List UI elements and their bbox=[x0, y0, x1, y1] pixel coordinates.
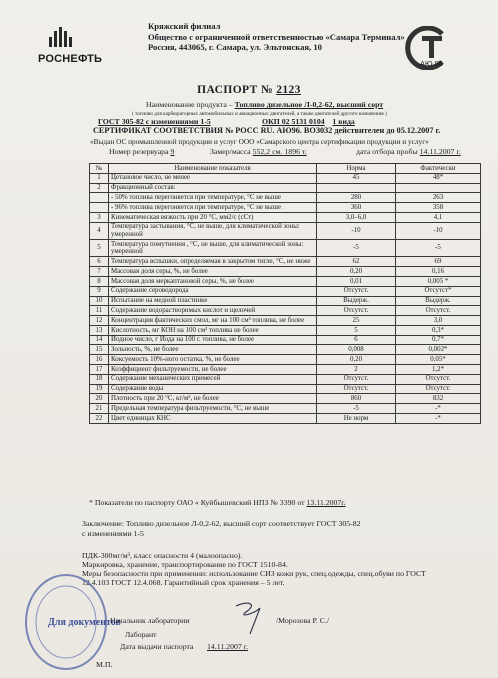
page-title bbox=[0, 84, 498, 96]
chief-signature-icon bbox=[228, 598, 270, 638]
cell-number: 9 bbox=[90, 286, 109, 296]
cell-number: 18 bbox=[90, 374, 109, 384]
passport-number: 2123 bbox=[276, 84, 301, 96]
cell-number: 3 bbox=[90, 212, 109, 222]
cell-parameter: Йодное число, г Иода на 100 г. топлива, не более bbox=[109, 335, 317, 345]
conclusion-line-2: с изменениями 1-5 bbox=[82, 529, 144, 538]
cell-norm: Отсутст. bbox=[317, 384, 396, 394]
cell-norm: 62 bbox=[317, 257, 396, 267]
cell-number: 2 bbox=[90, 183, 109, 193]
table-row bbox=[90, 316, 481, 326]
cell-actual: 0,002* bbox=[396, 345, 481, 355]
logo-text: РОСНЕФТЬ bbox=[38, 53, 103, 65]
cell-parameter: Массовая доля меркаптановой серы, %, не более bbox=[109, 277, 317, 287]
cell-number: 16 bbox=[90, 355, 109, 365]
table-row bbox=[90, 404, 481, 414]
product-name-line bbox=[146, 100, 383, 109]
cell-number: 13 bbox=[90, 325, 109, 335]
table-row bbox=[90, 345, 481, 355]
safety-line-1: Меры безопасности при применении: использование СИЗ кожи рук, спец.одежды, спец.обуви по ГОСТ bbox=[82, 569, 426, 578]
cell-norm: 280 bbox=[317, 193, 396, 203]
sample-date-line bbox=[356, 147, 461, 156]
cell-norm bbox=[317, 183, 396, 193]
cell-actual: 48* bbox=[396, 173, 481, 183]
cell-norm: 25 bbox=[317, 316, 396, 326]
table-row bbox=[90, 413, 481, 423]
okp-label: ОКП 02 5131 0104 bbox=[262, 117, 325, 126]
company-line: Общество с ограниченной ответственностью «Самара Терминал» bbox=[148, 31, 405, 42]
cell-actual: Отсутст. bbox=[396, 374, 481, 384]
parameters-table bbox=[89, 163, 481, 424]
volume-value: 552,2 см. 1896 т. bbox=[252, 147, 307, 156]
cell-parameter: Содержание механических примесей bbox=[109, 374, 317, 384]
cell-norm: 0,01 bbox=[317, 277, 396, 287]
cell-number bbox=[90, 203, 109, 213]
cell-actual: Отсутст* bbox=[396, 286, 481, 296]
volume-label: Замер/масса bbox=[210, 147, 251, 156]
cell-norm: 5 bbox=[317, 325, 396, 335]
table-row bbox=[90, 212, 481, 222]
cell-number: 8 bbox=[90, 277, 109, 287]
table-body bbox=[90, 173, 481, 423]
cell-actual: 358 bbox=[396, 203, 481, 213]
issue-date-label: Дата выдачи паспорта bbox=[120, 642, 194, 651]
cell-norm: -10 bbox=[317, 222, 396, 239]
cell-parameter: Содержание воды bbox=[109, 384, 317, 394]
cell-number: 7 bbox=[90, 267, 109, 277]
table-row bbox=[90, 374, 481, 384]
cell-parameter: Массовая доля серы, %, не более bbox=[109, 267, 317, 277]
cell-parameter: Зольность, %, не более bbox=[109, 345, 317, 355]
cell-actual: 0,05* bbox=[396, 355, 481, 365]
cell-parameter: Цетановое число, не менее bbox=[109, 173, 317, 183]
tank-label: Номер резервуара bbox=[109, 147, 169, 156]
company-line: Россия, 443065, г. Самара, ул. Эльтонская, 10 bbox=[148, 42, 322, 53]
product-name-value: Топливо дизельное Л-0,2-62, высший сорт bbox=[234, 100, 384, 109]
table-row bbox=[90, 277, 481, 287]
cell-norm: 0,20 bbox=[317, 355, 396, 365]
cell-actual: 0,7* bbox=[396, 335, 481, 345]
certificate-line: СЕРТИФИКАТ СООТВЕТСТВИЯ № РОСС RU. АЮ96. ВОЗ032 действителен до 05.12.2007 г. bbox=[93, 126, 441, 135]
table-row bbox=[90, 306, 481, 316]
table-row bbox=[90, 183, 481, 193]
tank-line bbox=[109, 147, 174, 156]
table-row bbox=[90, 173, 481, 183]
cell-norm: -5 bbox=[317, 240, 396, 257]
cell-number: 4 bbox=[90, 222, 109, 239]
passport-note bbox=[89, 498, 346, 507]
cell-parameter: - 50% топлива перегоняется при температуре, °С не выше bbox=[109, 193, 317, 203]
cell-norm: 860 bbox=[317, 394, 396, 404]
cell-norm: 0,20 bbox=[317, 267, 396, 277]
cell-number: 15 bbox=[90, 345, 109, 355]
table-row bbox=[90, 257, 481, 267]
title-label: ПАСПОРТ № bbox=[197, 84, 273, 96]
cell-parameter: Фракционный состав: bbox=[109, 183, 317, 193]
cell-actual: 0,005 * bbox=[396, 277, 481, 287]
issue-date-value: 14.11.2007 г. bbox=[207, 642, 249, 651]
cell-actual: 4,1 bbox=[396, 212, 481, 222]
chief-name: /Морозова Р. С./ bbox=[276, 616, 330, 625]
cell-number: 1 bbox=[90, 173, 109, 183]
cell-number: 11 bbox=[90, 306, 109, 316]
table-row bbox=[90, 394, 481, 404]
cell-actual: -10 bbox=[396, 222, 481, 239]
certification-code: АЮ 96 bbox=[420, 59, 444, 68]
cell-actual: 0,16 bbox=[396, 267, 481, 277]
chief-label: Начальник лаборатории bbox=[110, 616, 190, 625]
column-header-norm: Норма bbox=[317, 164, 396, 174]
company-line: Кряжский филиал bbox=[148, 21, 221, 31]
lab-label: Лаборант bbox=[125, 630, 157, 639]
cell-parameter: Испытание на медной пластинке bbox=[109, 296, 317, 306]
cell-number bbox=[90, 193, 109, 203]
okp-line bbox=[262, 117, 355, 126]
cell-norm: 360 bbox=[317, 203, 396, 213]
table-row bbox=[90, 286, 481, 296]
product-note: ( топливо для карбюраторных автомобильных и авиационных двигателей, а также двигателей другого назначения ) bbox=[132, 111, 387, 117]
rosneft-logo bbox=[38, 25, 108, 71]
table-row bbox=[90, 222, 481, 239]
cell-actual: 263 bbox=[396, 193, 481, 203]
table-row bbox=[90, 267, 481, 277]
cell-norm: Не норм bbox=[317, 413, 396, 423]
sample-date-label: дата отбора пробы bbox=[356, 147, 418, 156]
cell-number: 20 bbox=[90, 394, 109, 404]
safety-line-2: 12.4.103 ГОСТ 12.4.068. Гарантийный срок хранения – 5 лет. bbox=[82, 578, 285, 587]
cell-actual: Выдерж. bbox=[396, 296, 481, 306]
cell-number: 5 bbox=[90, 240, 109, 257]
cell-parameter: Содержание водорастворимых кислот и щелочей bbox=[109, 306, 317, 316]
table-header-row bbox=[90, 164, 481, 174]
gost-line bbox=[98, 117, 211, 126]
table-row bbox=[90, 296, 481, 306]
cell-parameter: Коэффициент фильтруемости, не более bbox=[109, 365, 317, 375]
table-row bbox=[90, 335, 481, 345]
cell-actual: 1,2* bbox=[396, 365, 481, 375]
cell-parameter: Температура вспышки, определяемая в закрытом тигле, °С, не ниже bbox=[109, 257, 317, 267]
cell-number: 17 bbox=[90, 365, 109, 375]
cell-norm: 6 bbox=[317, 335, 396, 345]
cell-actual: -* bbox=[396, 413, 481, 423]
conclusion-line-1: Заключение: Топливо дизельное Л-0,2-62, высший сорт соответствует ГОСТ 305-82 bbox=[82, 519, 361, 528]
cell-norm: Отсутст. bbox=[317, 374, 396, 384]
cell-parameter: Температура застывания, °С, не выше, для климатической зоны: умеренной bbox=[109, 222, 317, 239]
cell-actual: -5 bbox=[396, 240, 481, 257]
cell-parameter: Плотность при 20 °С, кг/м³, не более bbox=[109, 394, 317, 404]
issued-by-line: «Выдан ОС промышленной продукции и услуг ООО «Самарского центра сертификации продукции и услуг» bbox=[90, 137, 429, 146]
pdk-line: ПДК-300мг/м³, класс опасности 4 (малоопасно). bbox=[82, 551, 243, 560]
sample-date-value: 14.11.2007 г. bbox=[419, 147, 461, 156]
column-header-actual: Фактически bbox=[396, 164, 481, 174]
cell-norm: Отсутст. bbox=[317, 286, 396, 296]
cell-actual: 69 bbox=[396, 257, 481, 267]
seal-label: М.П. bbox=[96, 660, 113, 669]
cell-actual: Отсутст. bbox=[396, 384, 481, 394]
cell-actual: -* bbox=[396, 404, 481, 414]
cell-norm: -5 bbox=[317, 404, 396, 414]
rosneft-logo-icon bbox=[48, 25, 74, 51]
cell-actual: 0,3* bbox=[396, 325, 481, 335]
marking-line: Маркировка, хранение, транспортирование по ГОСТ 1510-84. bbox=[82, 560, 288, 569]
cell-actual: 832 bbox=[396, 394, 481, 404]
cell-parameter: - 96% топлива перегоняется при температуре, °С не выше bbox=[109, 203, 317, 213]
cell-norm: Выдерж. bbox=[317, 296, 396, 306]
cell-parameter: Цвет единицах КНС bbox=[109, 413, 317, 423]
cell-norm: 2 bbox=[317, 365, 396, 375]
cell-norm: 3,0–6,0 bbox=[317, 212, 396, 222]
table-row bbox=[90, 325, 481, 335]
passport-note-label: * Показатели по паспорту ОАО « Куйбышевский НПЗ № 3390 от bbox=[89, 498, 305, 507]
cell-number: 6 bbox=[90, 257, 109, 267]
cell-number: 21 bbox=[90, 404, 109, 414]
cell-parameter: Предельная температура фильтруемости, °С, не выше bbox=[109, 404, 317, 414]
table-row bbox=[90, 384, 481, 394]
cell-norm: 45 bbox=[317, 173, 396, 183]
table-row bbox=[90, 203, 481, 213]
cell-norm: Отсутст. bbox=[317, 306, 396, 316]
table-row bbox=[90, 365, 481, 375]
column-header-number: № bbox=[90, 164, 109, 174]
passport-note-date: 13.11.2007г. bbox=[306, 498, 346, 507]
table-row bbox=[90, 193, 481, 203]
cell-number: 22 bbox=[90, 413, 109, 423]
cell-actual: 3,0 bbox=[396, 316, 481, 326]
tank-value: 9 bbox=[170, 147, 175, 156]
company-info bbox=[148, 21, 405, 53]
gost-label: ГОСТ 305-82 с изменениями 1-5 bbox=[98, 117, 211, 126]
cell-parameter: Кислотность, мг КОН на 100 см³ топлива не более bbox=[109, 325, 317, 335]
product-name-label: Наименование продукта – bbox=[146, 100, 233, 109]
product-grade: 1 вида bbox=[332, 117, 355, 126]
cell-parameter: Содержание сероводорода bbox=[109, 286, 317, 296]
cell-parameter: Концентрация фактических смол, мг на 100 см³ топлива, не более bbox=[109, 316, 317, 326]
cell-number: 19 bbox=[90, 384, 109, 394]
cell-number: 12 bbox=[90, 316, 109, 326]
volume-line bbox=[210, 147, 307, 156]
cell-actual bbox=[396, 183, 481, 193]
column-header-parameter: Наименование показателя bbox=[109, 164, 317, 174]
cell-actual: Отсутст. bbox=[396, 306, 481, 316]
table-row bbox=[90, 240, 481, 257]
cell-parameter: Кинематическая вязкость при 20 °С, мм2/с (сСт) bbox=[109, 212, 317, 222]
cell-parameter: Коксуемость 10%-ного остатка, %, не более bbox=[109, 355, 317, 365]
cell-number: 14 bbox=[90, 335, 109, 345]
cell-norm: 0,008 bbox=[317, 345, 396, 355]
cell-number: 10 bbox=[90, 296, 109, 306]
table-row bbox=[90, 355, 481, 365]
cell-parameter: Температура помутнения , °С, не выше, для климатической зоны: умеренной bbox=[109, 240, 317, 257]
stamp-text: Для документов bbox=[48, 617, 121, 628]
